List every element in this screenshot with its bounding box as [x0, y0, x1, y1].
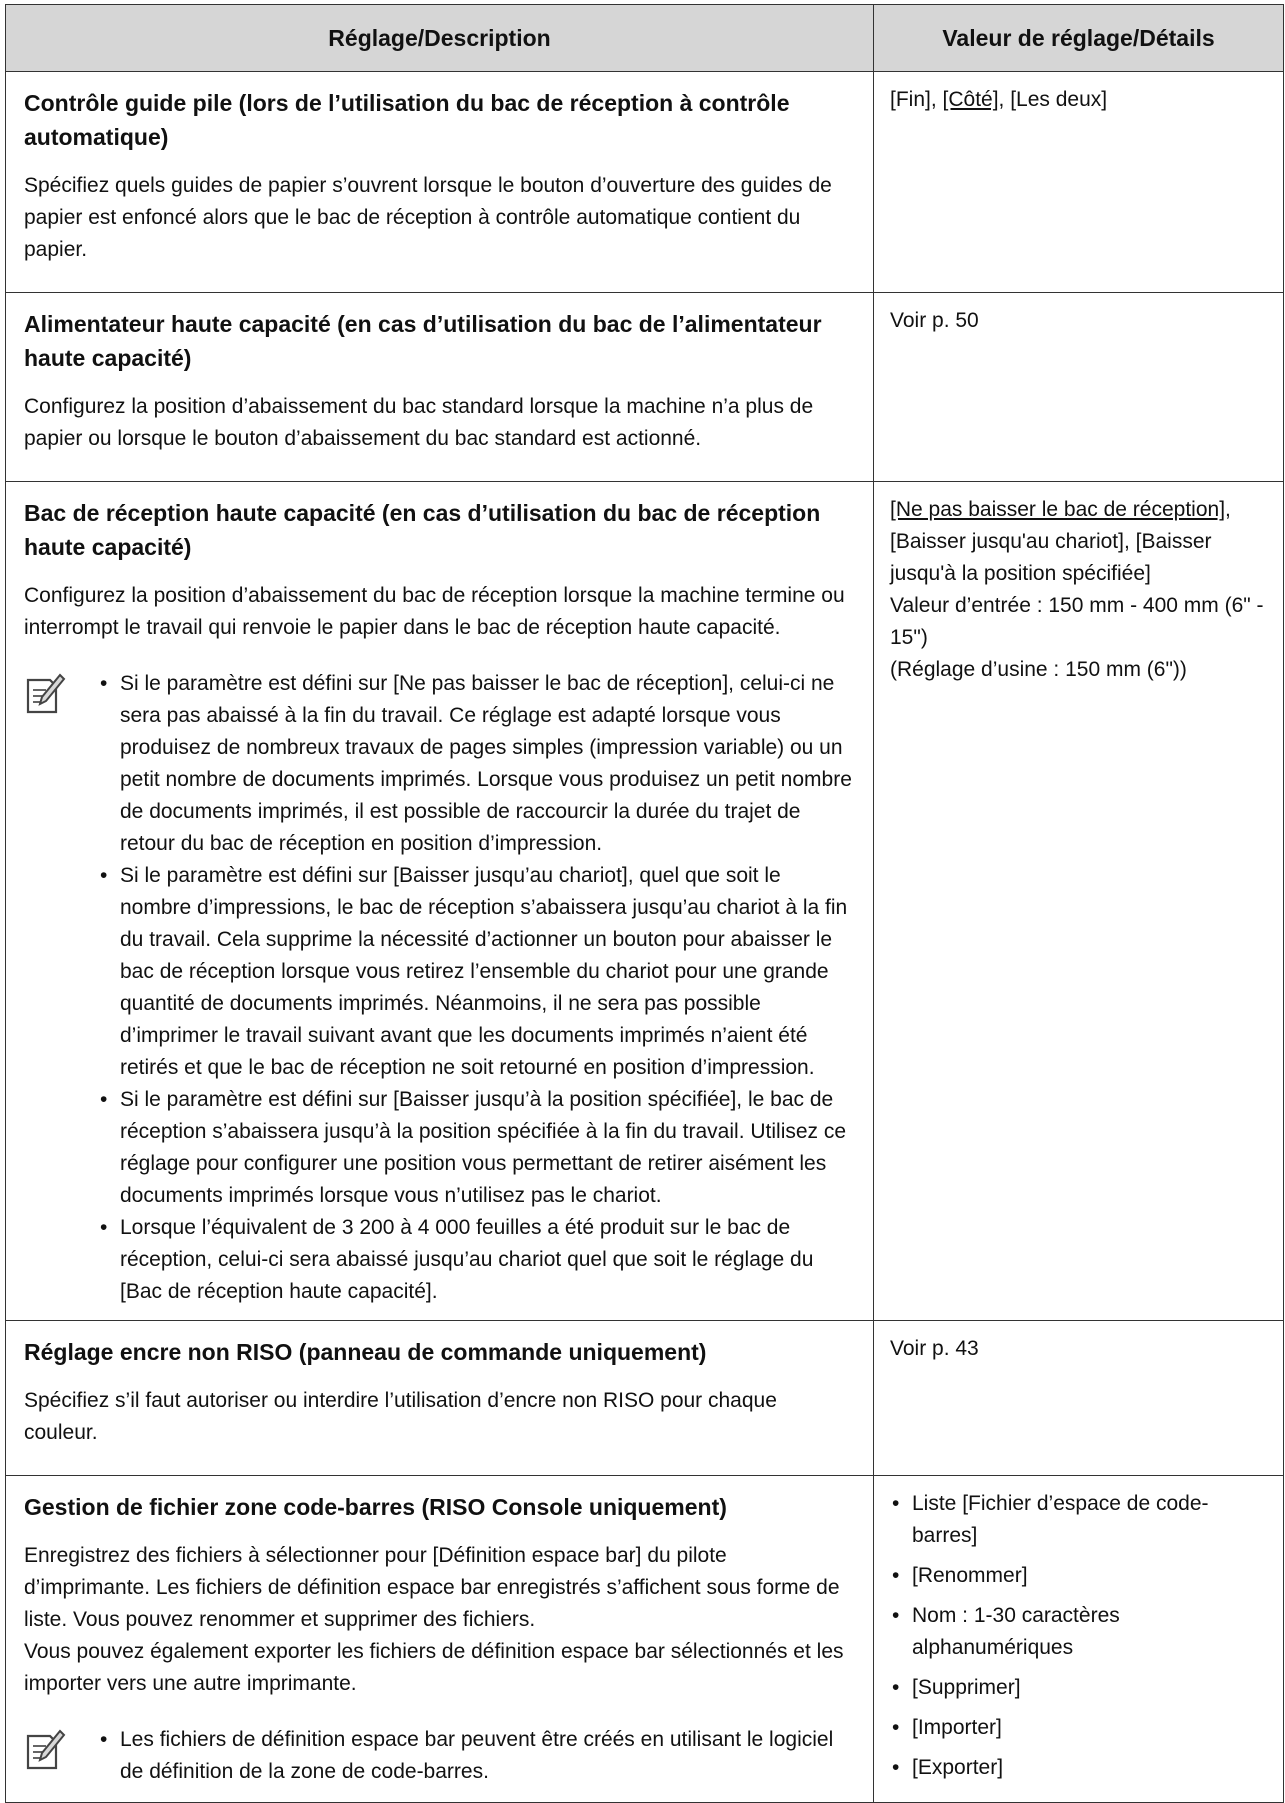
setting-description: Configurez la position d’abaissement du bac standard lorsque la machine n’a plus de papier ou lorsque le bouton d’abaissement du bac standard est actionné.	[24, 395, 814, 450]
note-block	[24, 1724, 855, 1788]
note-block	[24, 668, 855, 1308]
row-value-cell	[874, 1321, 1284, 1476]
value-list	[890, 1488, 1267, 1784]
header-setting-description: Réglage/Description	[6, 5, 874, 72]
row-value-cell	[874, 72, 1284, 293]
note-pencil-icon	[24, 668, 80, 1308]
value-list-item: • [Exporter]	[890, 1752, 1267, 1784]
note-list	[80, 668, 855, 1308]
factory-default-text: (Réglage d’usine : 150 mm (6"))	[890, 658, 1187, 681]
value-text: , [Les deux]	[998, 88, 1108, 111]
table-row	[6, 293, 1284, 482]
value-list-item: • [Renommer]	[890, 1560, 1267, 1592]
value-text: [Fin],	[890, 88, 943, 111]
table-row	[6, 1476, 1284, 1803]
setting-title: Gestion de fichier zone code-barres (RISO Console uniquement)	[24, 1494, 727, 1520]
value-list-item: • Nom : 1-30 caractères alphanumériques	[890, 1600, 1267, 1664]
table-header-row	[6, 5, 1284, 72]
note-item: • Si le paramètre est défini sur [Ne pas baisser le bac de réception], celui-ci ne sera pas abaissé à la fin du travail. Ce réglage est adapté lorsque vous produisez de nombreux travaux de pages simples (impression variable) ou un petit nombre de documents imprimés. Lorsque vous produisez un petit nombre de documents imprimés, il est possible de raccourcir la durée du trajet de retour du bac de réception en position d’impression.	[100, 668, 855, 860]
settings-table	[5, 4, 1284, 1803]
value-list-item: • [Importer]	[890, 1712, 1267, 1744]
row-description-cell	[6, 1321, 874, 1476]
setting-description: Spécifiez quels guides de papier s’ouvrent lorsque le bouton d’ouverture des guides de papier est enfoncé alors que le bac de réception à contrôle automatique contient du papier.	[24, 174, 832, 261]
header-setting-value: Valeur de réglage/Détails	[874, 5, 1284, 72]
setting-title: Alimentateur haute capacité (en cas d’utilisation du bac de l’alimentateur haute capacité)	[24, 311, 822, 371]
table-row	[6, 482, 1284, 1321]
table-row	[6, 1321, 1284, 1476]
default-value: [Ne pas baisser le bac de réception]	[890, 498, 1226, 521]
setting-description-2: Vous pouvez également exporter les fichiers de définition espace bar sélectionnés et les importer vers une autre imprimante.	[24, 1640, 844, 1695]
value-list-item: • [Supprimer]	[890, 1672, 1267, 1704]
note-pencil-icon	[24, 1724, 80, 1788]
value-text: Voir p. 50	[890, 309, 979, 332]
setting-title: Contrôle guide pile (lors de l’utilisation du bac de réception à contrôle automatique)	[24, 90, 790, 150]
note-item: • Si le paramètre est défini sur [Baisser jusqu’au chariot], quel que soit le nombre d’impressions, le bac de réception s’abaissera jusqu’au chariot à la fin du travail. Cela supprime la nécessité d’actionner un bouton pour abaisser le bac de réception lorsque vous retirez l’ensemble du chariot pour une grande quantité de documents imprimés. Néanmoins, il ne sera pas possible d’imprimer le travail suivant avant que les documents imprimés n’aient été retirés et que le bac de réception ne soit retourné en position d’impression.	[100, 860, 855, 1084]
note-item: • Les fichiers de définition espace bar peuvent être créés en utilisant le logiciel de définition de la zone de code-barres.	[100, 1724, 855, 1788]
row-description-cell	[6, 1476, 874, 1803]
row-value-cell	[874, 293, 1284, 482]
value-list-item: • Liste [Fichier d’espace de code-barres]	[890, 1488, 1267, 1552]
note-list	[80, 1724, 855, 1788]
row-value-cell	[874, 482, 1284, 1321]
note-item: • Lorsque l’équivalent de 3 200 à 4 000 feuilles a été produit sur le bac de réception, celui-ci sera abaissé jusqu’au chariot quel que soit le réglage du [Bac de réception haute capacité].	[100, 1212, 855, 1308]
setting-description: Spécifiez s’il faut autoriser ou interdire l’utilisation d’encre non RISO pour chaque couleur.	[24, 1389, 777, 1444]
note-item: • Si le paramètre est défini sur [Baisser jusqu’à la position spécifiée], le bac de réception s’abaissera jusqu’à la position spécifiée à la fin du travail. Utilisez ce réglage pour configurer une position vous permettant de retirer aisément les documents imprimés lorsque vous n’utilisez pas le chariot.	[100, 1084, 855, 1212]
setting-description: Enregistrez des fichiers à sélectionner pour [Définition espace bar] du pilote d’imprimante. Les fichiers de définition espace bar enregistrés s’affichent sous forme de liste. Vous pouvez renommer et supprimer des fichiers.	[24, 1544, 840, 1631]
row-description-cell	[6, 293, 874, 482]
row-description-cell	[6, 72, 874, 293]
table-row	[6, 72, 1284, 293]
setting-title: Réglage encre non RISO (panneau de commande uniquement)	[24, 1339, 707, 1365]
row-value-cell	[874, 1476, 1284, 1803]
input-range-text: Valeur d’entrée : 150 mm - 400 mm (6" - 15")	[890, 594, 1264, 649]
setting-title: Bac de réception haute capacité (en cas d’utilisation du bac de réception haute capacité)	[24, 500, 821, 560]
value-text: Voir p. 43	[890, 1337, 979, 1360]
row-description-cell	[6, 482, 874, 1321]
value-text: , [Baisser jusqu'au chariot], [Baisser jusqu'à la position spécifiée]	[890, 498, 1231, 585]
setting-description: Configurez la position d’abaissement du bac de réception lorsque la machine termine ou interrompt le travail qui renvoie le papier dans le bac de réception haute capacité.	[24, 584, 845, 639]
default-value: [Côté]	[942, 88, 999, 111]
